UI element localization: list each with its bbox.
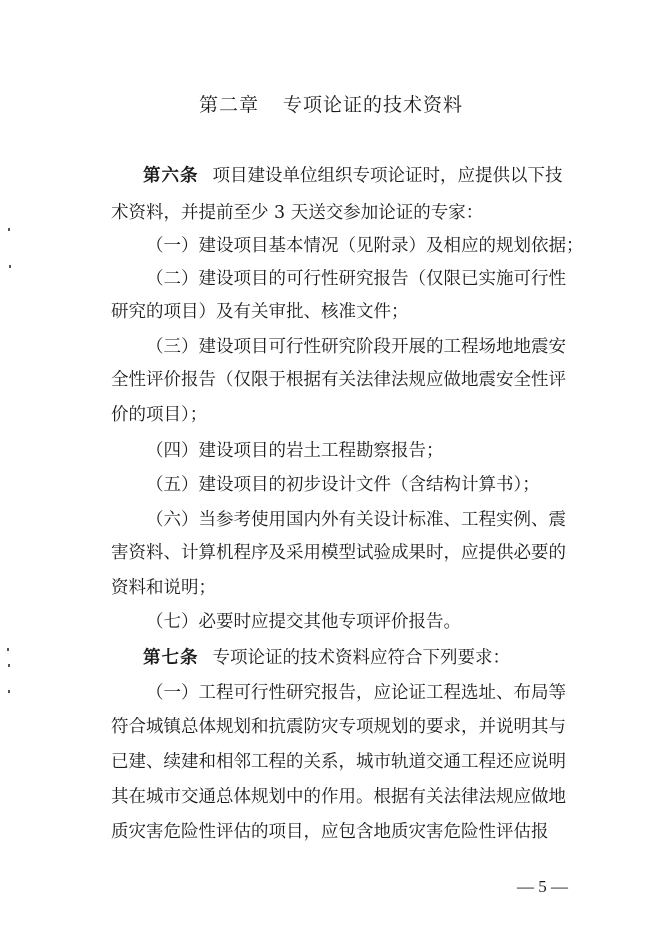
article-6-item-4: （四）建设项目的岩土工程勘察报告； xyxy=(146,441,444,461)
article-7-item-1-cont-2: 已建、续建和相邻工程的关系，城市轨道交通工程还应说明 xyxy=(111,752,566,772)
scan-speck xyxy=(8,664,10,667)
article-6-line-1 xyxy=(0,164,662,188)
article-6-item-3-cont-2: 价的项目）； xyxy=(111,405,208,425)
article-7-item-1: （一）工程可行性研究报告，应论证工程选址、布局等 xyxy=(146,683,566,703)
chapter-number: 第二章 xyxy=(198,94,259,116)
article-6-item-1: （一）建设项目基本情况（见附录）及相应的规划依据； xyxy=(146,236,584,256)
chapter-title xyxy=(0,92,662,118)
article-6-item-2-cont: 研究的项目）及有关审批、核准文件； xyxy=(111,302,409,322)
article-6-label: 第六条 xyxy=(143,166,199,186)
article-7-item-1-cont-3: 其在城市交通总体规划中的作用。根据有关法律法规应做地 xyxy=(111,787,566,807)
article-6-item-6-cont-2: 资料和说明； xyxy=(111,578,216,598)
article-7-item-1-cont-4: 质灾害危险性评估的项目，应包含地质灾害危险性评估报 xyxy=(111,822,549,842)
article-6-item-2: （二）建设项目的可行性研究报告（仅限已实施可行性 xyxy=(146,269,566,289)
article-6-item-6: （六）当参考使用国内外有关设计标准、工程实例、震 xyxy=(146,510,566,530)
article-7-label: 第七条 xyxy=(143,648,199,668)
article-6-item-7: （七）必要时应提交其他专项评价报告。 xyxy=(146,612,461,632)
article-6-item-6-cont-1: 害资料、计算机程序及采用模型试验成果时，应提供必要的 xyxy=(111,543,566,563)
article-7-text-1: 专项论证的技术资料应符合下列要求： xyxy=(212,648,510,668)
article-7-item-1-cont-1: 符合城镇总体规划和抗震防灾专项规划的要求，并说明其与 xyxy=(111,717,566,737)
article-7-line-1 xyxy=(0,646,662,670)
scan-speck xyxy=(8,228,10,231)
article-6-line-2: 术资料，并提前至少 3 天送交参加论证的专家： xyxy=(111,203,484,223)
article-6-text-1: 项目建设单位组织专项论证时，应提供以下技 xyxy=(212,166,563,186)
scan-speck xyxy=(7,648,9,651)
chapter-name: 专项论证的技术资料 xyxy=(283,94,464,116)
article-6-item-3: （三）建设项目可行性研究阶段开展的工程场地地震安 xyxy=(146,337,566,357)
page-number: — 5 — xyxy=(517,877,568,896)
scan-speck xyxy=(8,690,10,693)
article-6-item-3-cont-1: 全性评价报告（仅限于根据有关法律法规应做地震安全性评 xyxy=(111,370,566,390)
article-6-item-5: （五）建设项目的初步设计文件（含结构计算书）； xyxy=(146,475,540,495)
scan-speck xyxy=(9,265,11,268)
